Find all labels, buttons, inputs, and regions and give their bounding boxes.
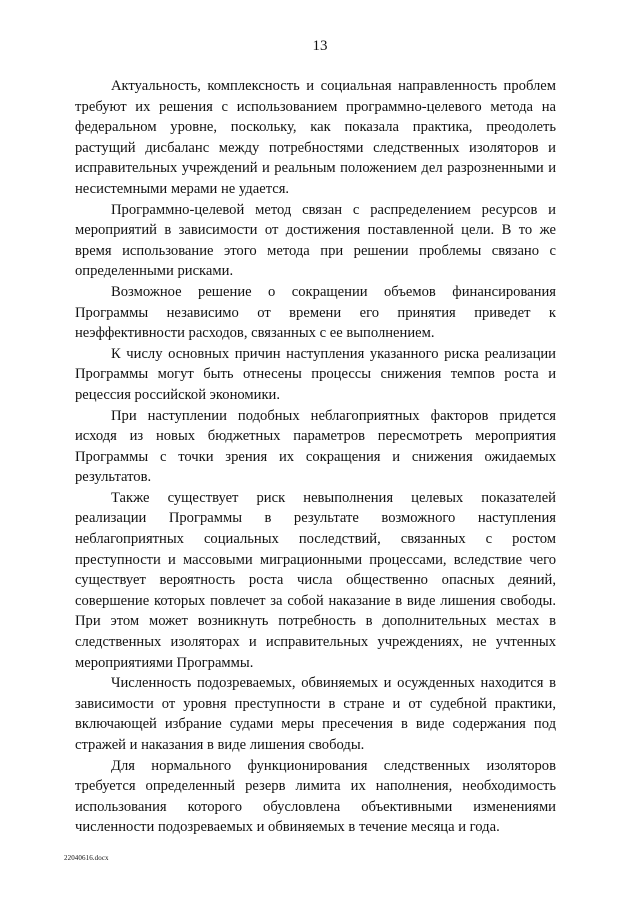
paragraph-risk-causes: К числу основных причин наступления указанного риска реализации Программы могут быть отнесены процессы снижения темпов роста и рецессия российской экономики.	[75, 345, 556, 403]
paragraph-funding-reduction: Возможное решение о сокращении объемов финансирования Программы независимо от времени его принятия приведет к неэффективности расходов, связанных с ее выполнением.	[75, 283, 556, 342]
footer-filename: 22040616.docx	[64, 854, 109, 862]
paragraph-reserve-limit: Для нормального функционирования следственных изоляторов требуется определенный резерв лимита их наполнения, необходимость использования которого обусловлена объективными изменениями численности подозреваемых и обвиняемых в течение месяца и года.	[75, 757, 556, 836]
paragraph-program-target-method: Программно-целевой метод связан с распределением ресурсов и мероприятий в зависимости от достижения поставленной цели. В то же время использование этого метода при решении проблемы связано с определенными рисками.	[75, 201, 556, 280]
paragraph-actuality: Актуальность, комплексность и социальная направленность проблем требуют их решения с использованием программно-целевого метода на федеральном уровне, поскольку, как показала практика, преодолеть растущий дисбаланс между потребностями следственных изоляторов и исправительных учреждений и реальным положением дел разрозненными и несистемными мерами не удается.	[75, 78, 556, 197]
document-body	[75, 76, 556, 838]
page-number: 13	[312, 38, 328, 54]
paragraph-detainee-numbers: Численность подозреваемых, обвиняемых и осужденных находится в зависимости от уровня преступности в стране и от судебной практики, включающей избрание судами меры пресечения в виде содержания под стражей и наказания в виде лишения свободы.	[75, 675, 556, 753]
paragraph-target-indicators-risk: Также существует риск невыполнения целевых показателей реализации Программы в результате возможного наступления неблагоприятных социальных последствий, связанных с ростом преступности и массовыми миграционными процессами, вследствие чего существует вероятность роста числа общественно опасных деяний, совершение которых повлечет за собой наказание в виде лишения свободы. При этом может возникнуть потребность в дополнительных местах в следственных изоляторах и исправительных учреждениях, не учтенных мероприятиями Программы.	[75, 489, 556, 671]
paragraph-unfavorable-factors: При наступлении подобных неблагоприятных факторов придется исходя из новых бюджетных параметров пересмотреть мероприятия Программы с точки зрения их сокращения и снижения ожидаемых результатов.	[75, 407, 556, 486]
